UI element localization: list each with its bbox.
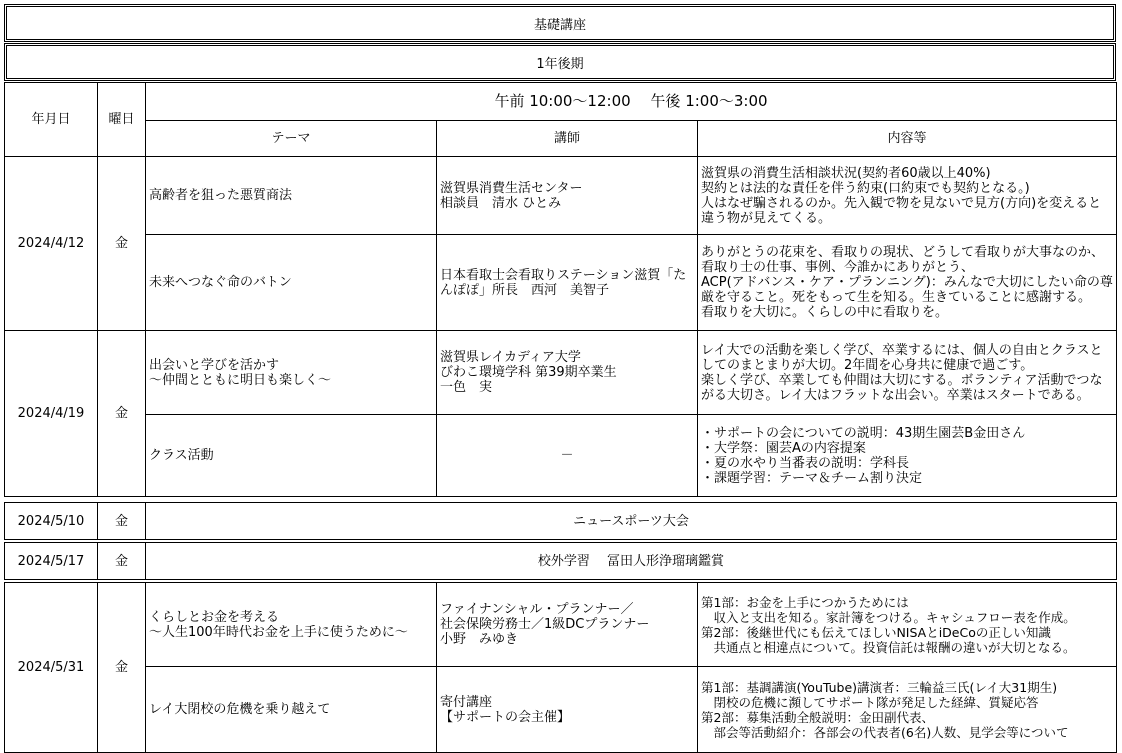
page-title: 基礎講座	[533, 17, 586, 33]
schedule-document	[4, 4, 1116, 748]
session-weekday: 金	[98, 543, 146, 580]
term-label: 1年後期	[536, 56, 584, 72]
column-header-theme: テーマ	[146, 121, 437, 157]
content-cell: ありがとうの花束を、看取りの現状、どうして看取りが大事なのか、 看取り士の仕事、事例、今誰かにありがとう、 ACP(アドバンス・ケア・プランニング)：みんなで大切にしたい命の尊厳を守ること。死をもって生を知る。生きていることに感謝する。 看取りを大切に。くらしの中に看取りを。	[698, 235, 1117, 331]
session-weekday: 金	[98, 331, 146, 497]
content-cell: ・サポートの会についての説明：43期生園芸B金田さん ・大学祭：園芸Aの内容提案 ・夏の水やり当番表の説明：学科長 ・課題学習：テーマ＆チーム割り決定	[698, 415, 1117, 497]
term-box	[4, 43, 1116, 81]
content-cell: レイ大での活動を楽しく学び、卒業するには、個人の自由とクラスとしてのまとまりが大切。2年間を心身共に健康で過ごす。 楽しく学び、卒業しても仲間は大切にする。ボランティア活動でつながる大切さ。レイ大はフラットな出会い。卒業はスタートである。	[698, 331, 1117, 415]
column-header-content: 内容等	[698, 121, 1117, 157]
table-row	[5, 235, 1117, 331]
column-header-lecturer: 講師	[437, 121, 698, 157]
lecturer-cell: 滋賀県レイカディア大学 びわこ環境学科 第39期卒業生 一色 実	[437, 331, 698, 415]
table-row	[5, 667, 1117, 753]
session-date: 2024/5/10	[5, 503, 98, 540]
event-label: ニュースポーツ大会	[146, 503, 1117, 540]
table-row	[5, 331, 1117, 415]
lecturer-cell: 滋賀県消費生活センター 相談員 清水 ひとみ	[437, 157, 698, 235]
title-box	[4, 4, 1116, 42]
theme-cell: 高齢者を狙った悪質商法	[146, 157, 437, 235]
event-row-sports	[4, 502, 1116, 540]
lecturer-cell: －	[437, 415, 698, 497]
content-cell: 滋賀県の消費生活相談状況(契約者60歳以上40%) 契約とは法的な責任を伴う約束(口約束でも契約となる。) 人はなぜ騙されるのか。先入観で物を見ないで見方(方向)を変えると違う物が見えてくる。	[698, 157, 1117, 235]
theme-cell: レイ大閉校の危機を乗り越えて	[146, 667, 437, 753]
event-row-field-trip	[4, 542, 1116, 580]
table-row	[5, 157, 1117, 235]
theme-cell: 未来へつなぐ命のバトン	[146, 235, 437, 331]
content-cell: 第1部：基調講演(YouTube)講演者：三輪益三氏(レイ大31期生) 閉校の危機に瀕してサポート隊が発足した経緯、質疑応答 第2部：募集活動全般説明：金田副代表、 部会等活動紹介：各部会の代表者(6名)人数、見学会等について	[698, 667, 1117, 753]
schedule-table-bottom	[4, 582, 1116, 752]
lecturer-cell: 日本看取士会看取りステーション滋賀「たんぽぽ」所長 西河 美智子	[437, 235, 698, 331]
theme-cell: くらしとお金を考える ～人生100年時代お金を上手に使うために～	[146, 583, 437, 667]
lecturer-cell: 寄付講座 【サポートの会主催】	[437, 667, 698, 753]
session-date: 2024/5/17	[5, 543, 98, 580]
table-row	[5, 415, 1117, 497]
event-label: 校外学習 冨田人形浄瑠璃鑑賞	[146, 543, 1117, 580]
time-info: 午前 10:00～12:00 午後 1:00～3:00	[146, 83, 1117, 121]
content-cell: 第1部：お金を上手につかうためには 収入と支出を知る。家計簿をつける。キャシュフロー表を作成。 第2部：後継世代にも伝えてほしいNISAとiDeCoの正しい知識 共通点と相違点について。投資信託は報酬の違いが大切となる。	[698, 583, 1117, 667]
lecturer-cell: ファイナンシャル・プランナー／ 社会保険労務士／1級DCプランナー 小野 みゆき	[437, 583, 698, 667]
session-date: 2024/4/12	[5, 157, 98, 331]
schedule-table-top	[4, 82, 1116, 502]
session-date: 2024/5/31	[5, 583, 98, 753]
column-header-date: 年月日	[5, 83, 98, 157]
session-weekday: 金	[98, 503, 146, 540]
session-weekday: 金	[98, 157, 146, 331]
theme-cell: クラス活動	[146, 415, 437, 497]
theme-cell: 出会いと学びを活かす ～仲間とともに明日も楽しく～	[146, 331, 437, 415]
column-header-weekday: 曜日	[98, 83, 146, 157]
table-row	[5, 583, 1117, 667]
session-date: 2024/4/19	[5, 331, 98, 497]
session-weekday: 金	[98, 583, 146, 753]
